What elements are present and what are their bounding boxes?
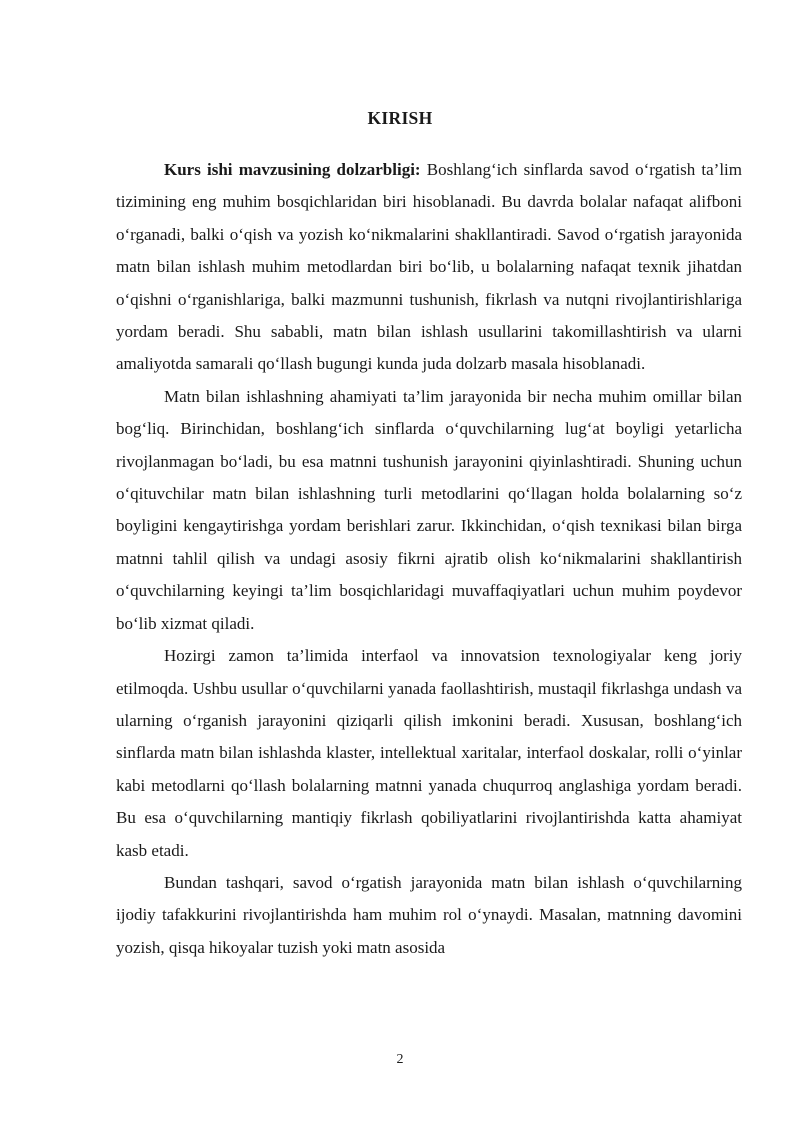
- paragraph-text: Hozirgi zamon ta’limida interfaol va innovatsion texnologiyalar keng joriy etilmoqda. Ushbu usullar o‘quvchilarni yanada faollashtirish, mustaqil fikrlashga undash va ularning o‘rganish jarayonini qiziqarli qilish imkonini beradi. Xususan, boshlang‘ich sinflarda matn bilan ishlashda klaster, intellektual xaritalar, interfaol doskalar, rolli o‘yinlar kabi metodlarni qo‘llash bolalarning matnni yanada chuqurroq anglashiga yordam beradi. Bu esa o‘quvchilarning mantiqiy fikrlash qobiliyatlarini rivojlantirishda katta ahamiyat kasb etadi.: [116, 646, 742, 860]
- page-title: KIRISH: [367, 108, 433, 128]
- document-body: [116, 154, 742, 964]
- paragraph-lead-heading: Kurs ishi mavzusining dolzarbligi:: [164, 160, 427, 179]
- paragraph-text: Bundan tashqari, savod o‘rgatish jarayonida matn bilan ishlash o‘quvchilarning ijodiy tafakkurini rivojlantirishda ham muhim rol o‘ynaydi. Masalan, matnning davomini yozish, qisqa hikoyalar tuzish yoki matn asosida: [116, 872, 742, 957]
- paragraph-importance: [116, 381, 742, 640]
- paragraph-text: Boshlang‘ich sinflarda savod o‘rgatish ta’lim tizimining eng muhim bosqichlaridan biri hisoblanadi. Bu davrda bolalar nafaqat alifboni o‘rganadi, balki o‘qish va yozish ko‘nikmalarini shakllantiradi. Savod o‘rgatish jarayonida matn bilan ishlash muhim metodlardan biri bo‘lib, u bolalarning nafaqat texnik jihatdan o‘qishni o‘rganishlariga, balki mazmunni tushunish, fikrlash va nutqni rivojlantirishlariga yordam beradi. Shu sababli, matn bilan ishlash usullarini takomillashtirish va ularni amaliyotda samarali qo‘llash bugungi kunda juda dolzarb masala hisoblanadi.: [116, 160, 742, 374]
- paragraph-modern-methods: [116, 640, 742, 867]
- paragraph-creative-thinking: [116, 867, 742, 964]
- page-number: 2: [396, 1052, 404, 1067]
- paragraph-relevance: [116, 154, 742, 381]
- paragraph-text: Matn bilan ishlashning ahamiyati ta’lim jarayonida bir necha muhim omillar bilan bog‘liq. Birinchidan, boshlang‘ich sinflarda o‘quvchilarning lug‘at boyligi yetarlicha rivojlanmagan bo‘ladi, bu esa matnni tushunish jarayonini qiyinlashtiradi. Shuning uchun o‘qituvchilar matn bilan ishlashning turli metodlarini qo‘llagan holda bolalarning so‘z boyligini kengaytirishga yordam berishlari zarur. Ikkinchidan, o‘qish texnikasi bilan birga matnni tahlil qilish va undagi asosiy fikrni ajratib olish ko‘nikmalarini shakllantirish o‘quvchilarning keyingi ta’lim bosqichlaridagi muvaffaqiyatlari uchun muhim poydevor bo‘lib xizmat qiladi.: [116, 386, 742, 633]
